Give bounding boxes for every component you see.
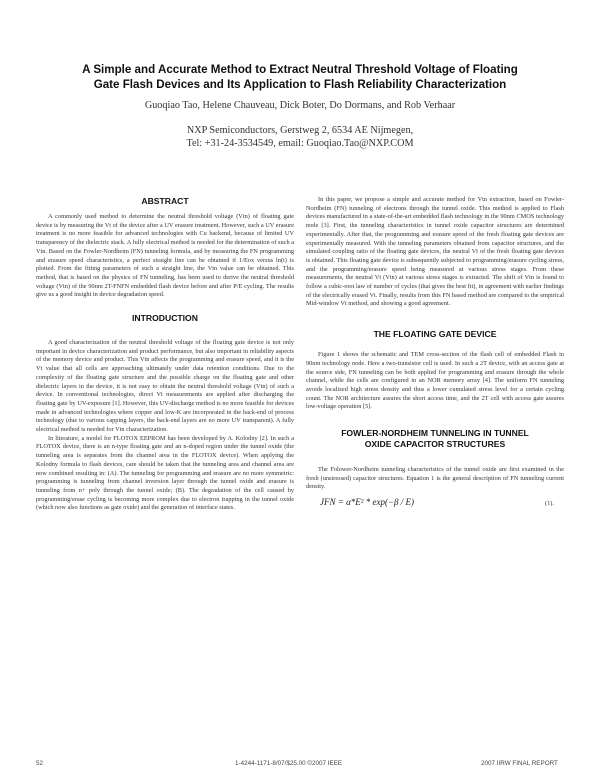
intro-continued-paragraph: In this paper, we propose a simple and accurate method for Vtn extraction, based on Fowler-Nordheim (FN) tunneling of electrons through the tunnel oxide. This method is applied to Flash devices manufactured in a state-of-the-art embedded flash technology in the 90nm CMOS technology node [3]. First, the tunneling characteristics in tunnel oxide capacitor structures are determined experimentally. After that, the programming and erasure speed of the fresh floating gate devices are experimentally measured. With the tunneling parameters obtained from capacitor structures, and the simulated coupling ratio of the floating gate devices, the neutral Vt of the fresh floating gate devices is obtained. This floating gate device is subsequently subjected to programming/erasure cycling stress, and the programming/erasure speed being measured at various stress stages. From these measurements, the neutral Vt (Vtn) at various stress stages is extracted. The shift of Vtn is found to follow a cubic-root law of number of cycles (that gives the best fit), in agreement with earlier findings of the electrically erased Vt. Finally, results from this FN based method are compared to the empirical Mid-window Vt method, and showing a good agreement.: [306, 196, 564, 308]
affiliation-line-2: Tel: +31-24-3534549, email: Guoqiao.Tao@NXP.COM: [186, 138, 414, 149]
floating-gate-paragraph: Figure 1 shows the schematic and TEM cross-section of the flash cell of embedded Flash in 90nm technology node. Here a two-transistor cell is used. In such a 2T device, with an access gate at the source side, FN tunneling can be both applied for programming and erasure through the whole channel, while the cells are configured in an NOR memory array [4]. The uniform FN tunneling avoids localized high stress density and thus a lower cumulated stress level for a certain cycling count. The NOR architecture assures the short access time, and the 2T cell with access gate assures low-voltage operation [5].: [306, 351, 564, 411]
authors: Guoqiao Tao, Helene Chauveau, Dick Boter, Do Dormans, and Rob Verhaar: [144, 100, 456, 111]
title-line-2: Gate Flash Devices and Its Application to Flash Reliability Characterization: [93, 78, 507, 91]
equation-number: (1).: [544, 500, 554, 508]
fn-heading-line-1: FOWLER-NORDHEIM TUNNELING IN TUNNEL: [341, 428, 529, 439]
left-column: [36, 196, 294, 513]
fn-current-equation: JFN = α*E² * exp(−β / E): [320, 497, 415, 508]
right-column: [306, 196, 564, 516]
page-number: 52: [36, 760, 44, 767]
introduction-paragraph-1: A good characterization of the neutral threshold voltage of the floating gate device is not only important in device characterization and product performance, but also important in reliability aspects of the memory device and product. This Vtn affects the programming and erasure speed, and it is the Vt value that all cells are approaching ultimately under data retention conditions. Due to the complexity of the floating gate structure and the possible charge on the floating gate and other dielectric layers in the device, it is not easy to obtain the neutral threshold voltage (Vtn) of such a device. In conventional technologies, direct Vt measurements are applied after discharging the floating gate by UV-exposure [1]. However, this UV-discharge method is no more feasible for devices made in advanced technologies where copper and low-K are incorporated in the back-end of process technology (due to various capping layers, the back-end layers are no more UV transparent). A fully electrical method is needed for Vtn characterization.: [36, 339, 294, 434]
fn-heading-line-2: OXIDE CAPACITOR STRUCTURES: [364, 439, 506, 450]
abstract-heading: ABSTRACT: [141, 196, 189, 206]
fn-tunneling-heading: [306, 428, 564, 450]
abstract-text: A commonly used method to determine the neutral threshold voltage (Vtn) of floating gate device is by measuring the Vt of the device after a UV erasure treatment. However, such a UV erasure treatment is no more feasible for advanced technologies with Cu backend, because of limited UV transparency of the dielectric stack. A fully electrical method is needed for the determination of such a Vtn. Based on the Fowler-Nordheim (FN) tunneling formula, and by measuring the FN programming and erasure speed characteristics, a perfect straight line can be obtained if 1/Eox versus ln(t) is plotted. From the fitting parameters of such a straight line, the Vtn value can be obtained. This method, that is based on the physics of FN tunneling, has been used to derive the neutral threshold voltage (Vtn) of the 90nm 2T-FNFN embedded flash device before and after P/E cycling. The results give us a good insight in device degradation speed.: [36, 213, 294, 299]
affiliation: [40, 124, 560, 150]
report-title: 2007 IIRW FINAL REPORT: [481, 760, 558, 767]
isbn-line: 1-4244-1171-8/07/$25.00 ©2007 IEEE: [235, 760, 343, 767]
title-line-1: A Simple and Accurate Method to Extract Neutral Threshold Voltage of Floating: [82, 63, 518, 76]
affiliation-line-1: NXP Semiconductors, Gerstweg 2, 6534 AE Nijmegen,: [186, 125, 414, 136]
floating-gate-heading: THE FLOATING GATE DEVICE: [373, 329, 497, 340]
introduction-heading: INTRODUCTION: [132, 313, 198, 324]
paper-title: [40, 62, 560, 92]
equation-1: [306, 494, 564, 516]
fn-tunneling-paragraph: The Folower-Nordheim tunneling characteristics of the tunnel oxide are first examined in the fresh (unstressed) capacitor structures. Equation 1 is the general description of FN tunneling current density.: [306, 466, 564, 491]
introduction-paragraph-2: In literature, a model for FLOTOX EEPROM has been developed by A. Kolodny [2]. In such a FLOTOX device, there is an n-type floating gate and an n-doped region under the tunnel oxide (the tunneling area is separates from the channel area in the FLOTOX device). When applying the Kolodny formula to flash devices, care should be taken that the tunneling area and channel area are now combined resulting in: (A). The tunneling for programming and erasure are no more symmetric: programming is tunneling from channel inversion layer through the tunnel oxide and erasure is tunneling from n+ poly through the tunnel oxide; (B). The degradation of the cell caused by programming/erase cycling is becoming more complex due to electron trapping in the tunnel oxide (which now also functions as gate oxide) and the generation of interface states.: [36, 434, 294, 512]
